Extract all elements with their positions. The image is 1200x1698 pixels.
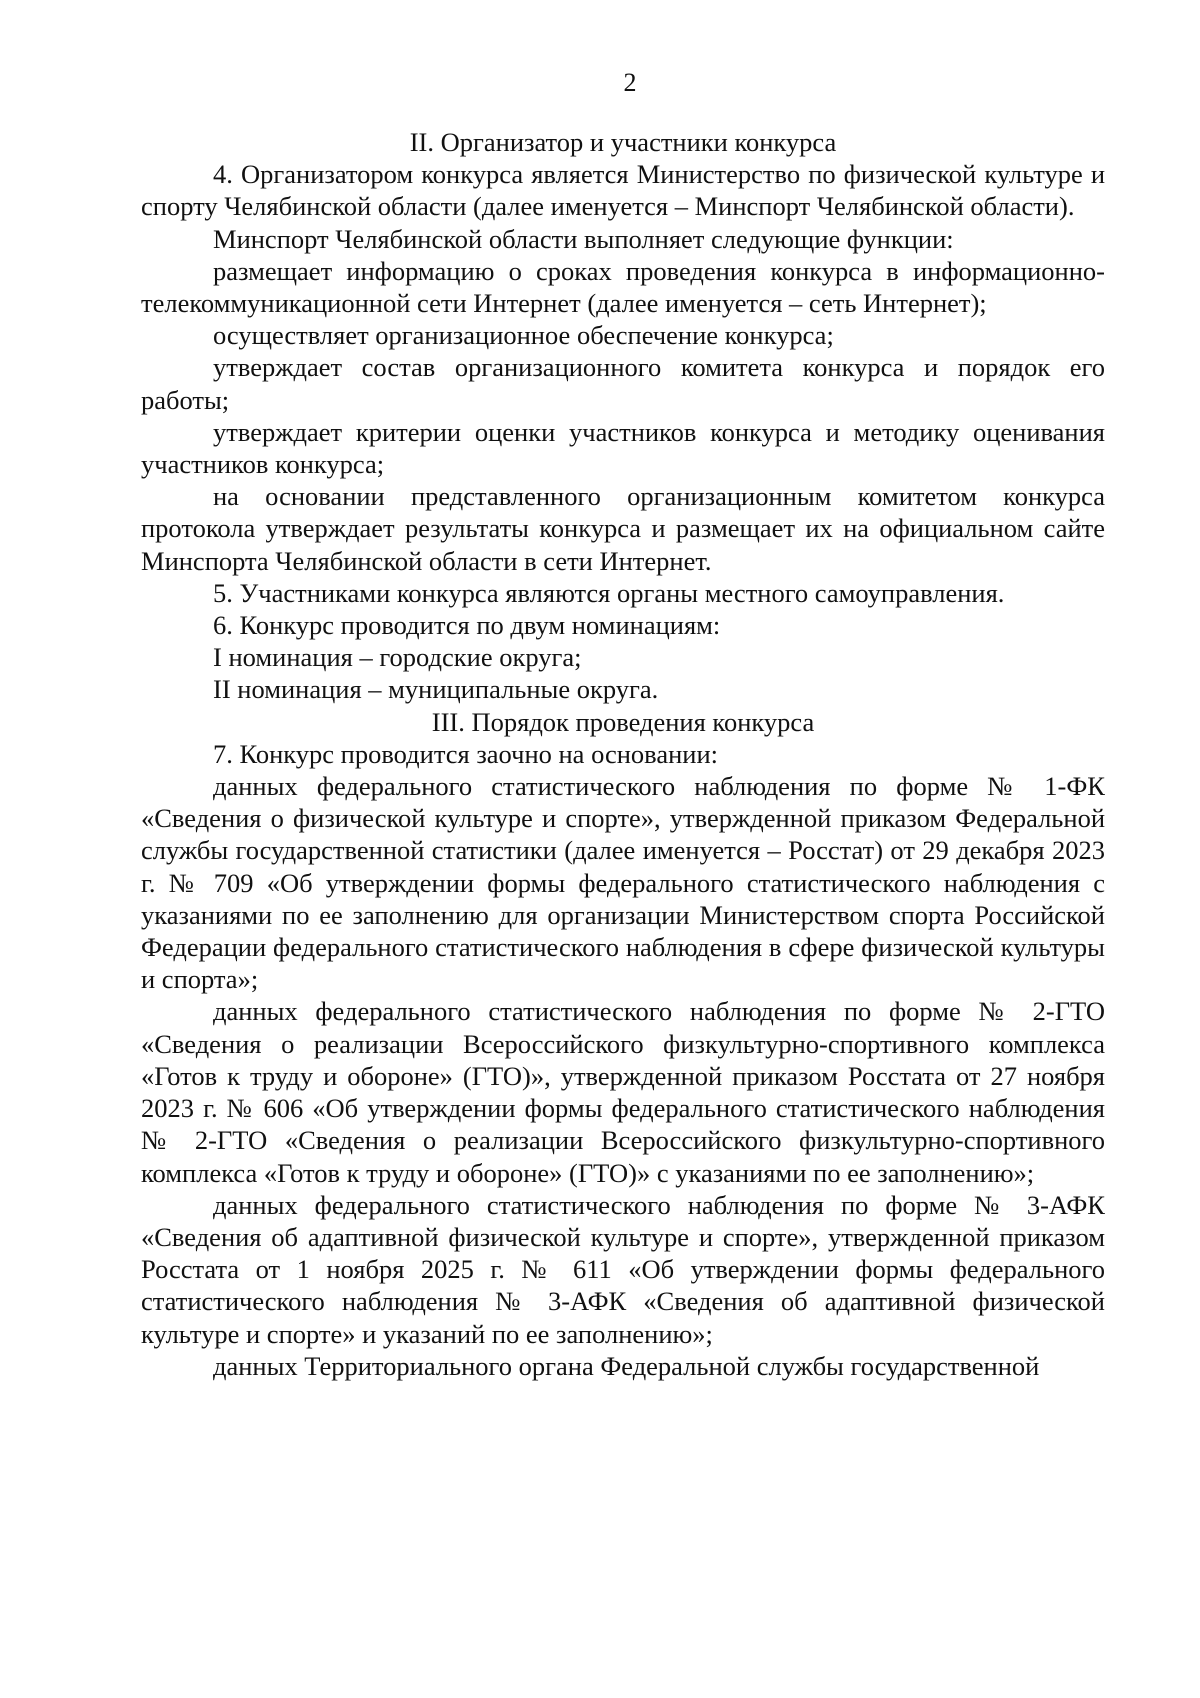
paragraph: на основании представленного организационным комитетом конкурса протокола утверждает результаты конкурса и размещает их на официальном сайте Минспорта Челябинской области в сети Интернет. xyxy=(141,481,1105,576)
document-body xyxy=(141,126,1105,1382)
paragraph: 7. Конкурс проводится заочно на основании: xyxy=(213,738,719,769)
paragraph: данных федерального статистического наблюдения по форме № 2-ГТО «Сведения о реализации Всероссийского физкультурно-спортивного комплекса «Готов к труду и обороне» (ГТО)», утвержденной приказом Росстата от 27 ноября 2023 г. № 606 «Об утверждении формы федерального статистического наблюдения № 2-ГТО «Сведения о реализации Всероссийского физкультурно-спортивного комплекса «Готов к труду и обороне» (ГТО)» с указаниями по ее заполнению»; xyxy=(141,996,1105,1188)
paragraph: 6. Конкурс проводится по двум номинациям: xyxy=(213,610,721,641)
paragraph: данных Территориального органа Федеральной службы государственной xyxy=(213,1350,1040,1381)
section-heading-2: II. Организатор и участники конкурса xyxy=(409,127,837,157)
paragraph: 4. Организатором конкурса является Министерство по физической культуре и спорту Челябинской области (далее именуется – Минспорт Челябинской области). xyxy=(141,159,1105,222)
paragraph: II номинация – муниципальные округа. xyxy=(213,674,659,705)
paragraph: 5. Участниками конкурса являются органы местного самоуправления. xyxy=(213,577,1005,608)
paragraph: данных федерального статистического наблюдения по форме № 1-ФК «Сведения о физической культуре и спорте», утвержденной приказом Федеральной службы государственной статистики (далее именуется – Росстат) от 29 декабря 2023 г. № 709 «Об утверждении формы федерального статистического наблюдения с указаниями по ее заполнению для организации Министерством спорта Российской Федерации федерального статистического наблюдения в сфере физической культуры и спорта»; xyxy=(141,771,1105,995)
paragraph: осуществляет организационное обеспечение конкурса; xyxy=(213,320,834,351)
paragraph: Минспорт Челябинской области выполняет следующие функции: xyxy=(213,223,954,254)
page-number: 2 xyxy=(623,68,637,97)
paragraph: I номинация – городские округа; xyxy=(213,642,582,673)
paragraph: утверждает состав организационного комитета конкурса и порядок его работы; xyxy=(141,352,1105,415)
paragraph: утверждает критерии оценки участников конкурса и методику оценивания участников конкурса; xyxy=(141,416,1105,480)
paragraph: данных федерального статистического наблюдения по форме № 3-АФК «Сведения об адаптивной физической культуре и спорте», утвержденной приказом Росстата от 1 ноября 2025 г. № 611 «Об утверждении формы федерального статистического наблюдения № 3-АФК «Сведения об адаптивной физической культуре и спорте» и указаний по ее заполнению»; xyxy=(141,1189,1105,1349)
paragraph: размещает информацию о сроках проведения конкурса в информационно-телекоммуникационной сети Интернет (далее именуется – сеть Интернет); xyxy=(141,255,1105,319)
section-heading-3: III. Порядок проведения конкурса xyxy=(431,706,815,737)
